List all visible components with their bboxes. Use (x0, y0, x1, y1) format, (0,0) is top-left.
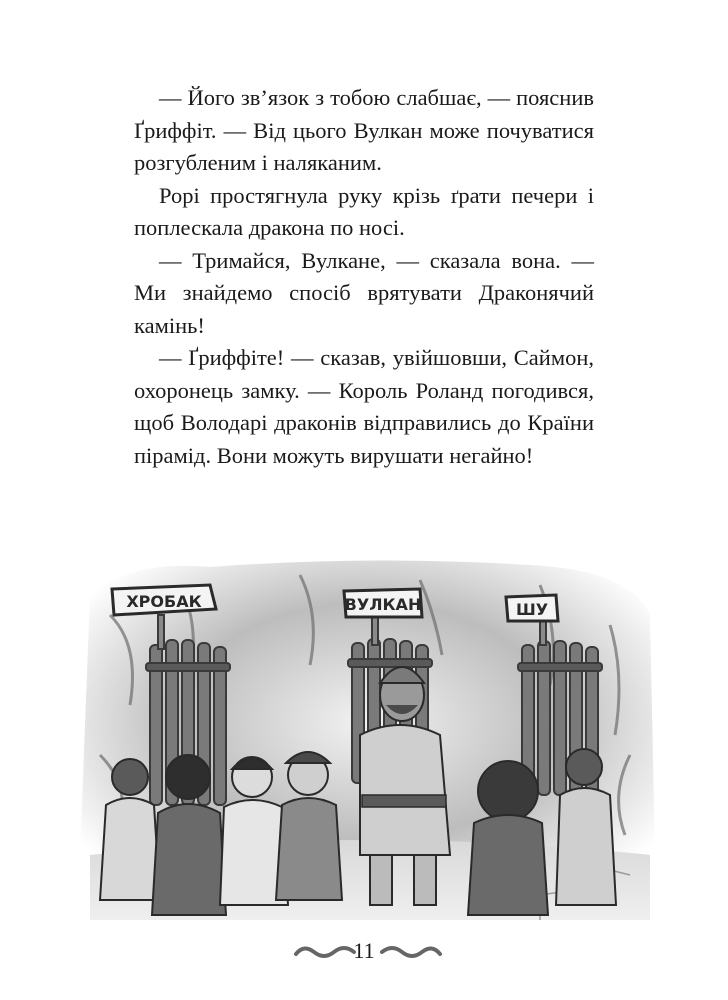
paragraph: Рорі простягнула руку крізь ґрати печери і поплескала дракона по носі. (134, 182, 594, 240)
paragraph: — Його зв’язок з тобою слабшає, — пояснив Ґриффіт. — Від цього Вулкан може почуватися розгубленим і наляканим. (134, 85, 594, 175)
sign-label: ВУЛКАН (344, 595, 422, 614)
body-text (134, 82, 594, 472)
page-number: 11 (353, 938, 375, 963)
swirl-ornament-icon (380, 942, 442, 962)
paragraph: — Тримайся, Вулкане, — сказала вона. — Ми знайдемо спосіб врятувати Драконячий камінь! (134, 247, 594, 338)
cave-illustration (70, 555, 660, 925)
sign-label: ШУ (515, 600, 549, 619)
paragraph: — Ґриффіте! — сказав, увійшовши, Саймон, охоронець замку. — Король Роланд погодився, щоб Володарі драконів відправились до Країни пірамід. Вони можуть вирушати негайно! (134, 345, 594, 468)
page-footer (0, 928, 728, 988)
sign-label: ХРОБАК (126, 592, 202, 611)
